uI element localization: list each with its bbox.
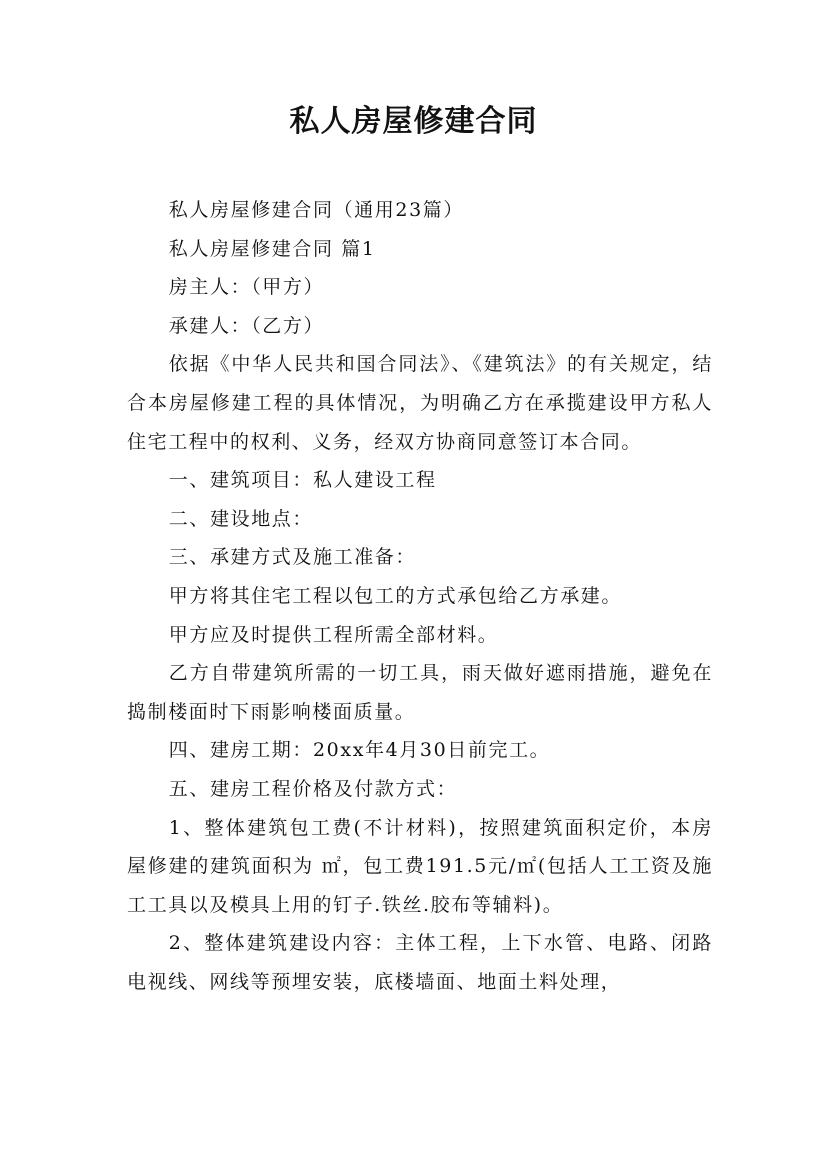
paragraph-party-b: 承建人：（乙方） bbox=[168, 314, 325, 337]
paragraph-subtitle: 私人房屋修建合同（通用23篇） bbox=[168, 199, 464, 221]
paragraph-clause-5: 五、建房工程价格及付款方式： bbox=[168, 777, 458, 800]
paragraph-party-a: 房主人：（甲方） bbox=[168, 276, 325, 299]
document-body bbox=[127, 191, 713, 1001]
paragraph-clause-3-b: 甲方应及时提供工程所需全部材料。 bbox=[168, 623, 499, 646]
paragraph-clause-5-2: 2、整体建筑建设内容：主体工程，上下水管、电路、闭路电视线、网线等预埋安装，底楼墙面、地面土料处理， bbox=[127, 932, 713, 993]
paragraph-preamble: 依据《中华人民共和国合同法》、《建筑法》的有关规定，结合本房屋修建工程的具体情况，为明确乙方在承揽建设甲方私人住宅工程中的权利、义务，经双方协商同意签订本合同。 bbox=[127, 353, 713, 453]
paragraph-clause-2: 二、建设地点： bbox=[168, 507, 313, 530]
document-title: 私人房屋修建合同 bbox=[289, 104, 538, 139]
paragraph-clause-1: 一、建筑项目：私人建设工程 bbox=[168, 469, 437, 492]
paragraph-clause-3-c: 乙方自带建筑所需的一切工具，雨天做好遮雨措施，避免在捣制楼面时下雨影响楼面质量。 bbox=[127, 662, 713, 723]
paragraph-clause-3: 三、承建方式及施工准备： bbox=[168, 546, 416, 569]
paragraph-clause-4: 四、建房工期：20xx年4月30日前完工。 bbox=[168, 739, 551, 762]
paragraph-clause-5-1: 1、整体建筑包工费(不计材料)，按照建筑面积定价，本房屋修建的建筑面积为 ㎡，包工费191.5元/㎡(包括人工工资及施工工具以及模具上用的钉子.铁丝.胶布等辅料)。 bbox=[127, 816, 713, 916]
paragraph-section-heading: 私人房屋修建合同 篇1 bbox=[168, 237, 376, 260]
paragraph-clause-3-a: 甲方将其住宅工程以包工的方式承包给乙方承建。 bbox=[168, 584, 622, 607]
